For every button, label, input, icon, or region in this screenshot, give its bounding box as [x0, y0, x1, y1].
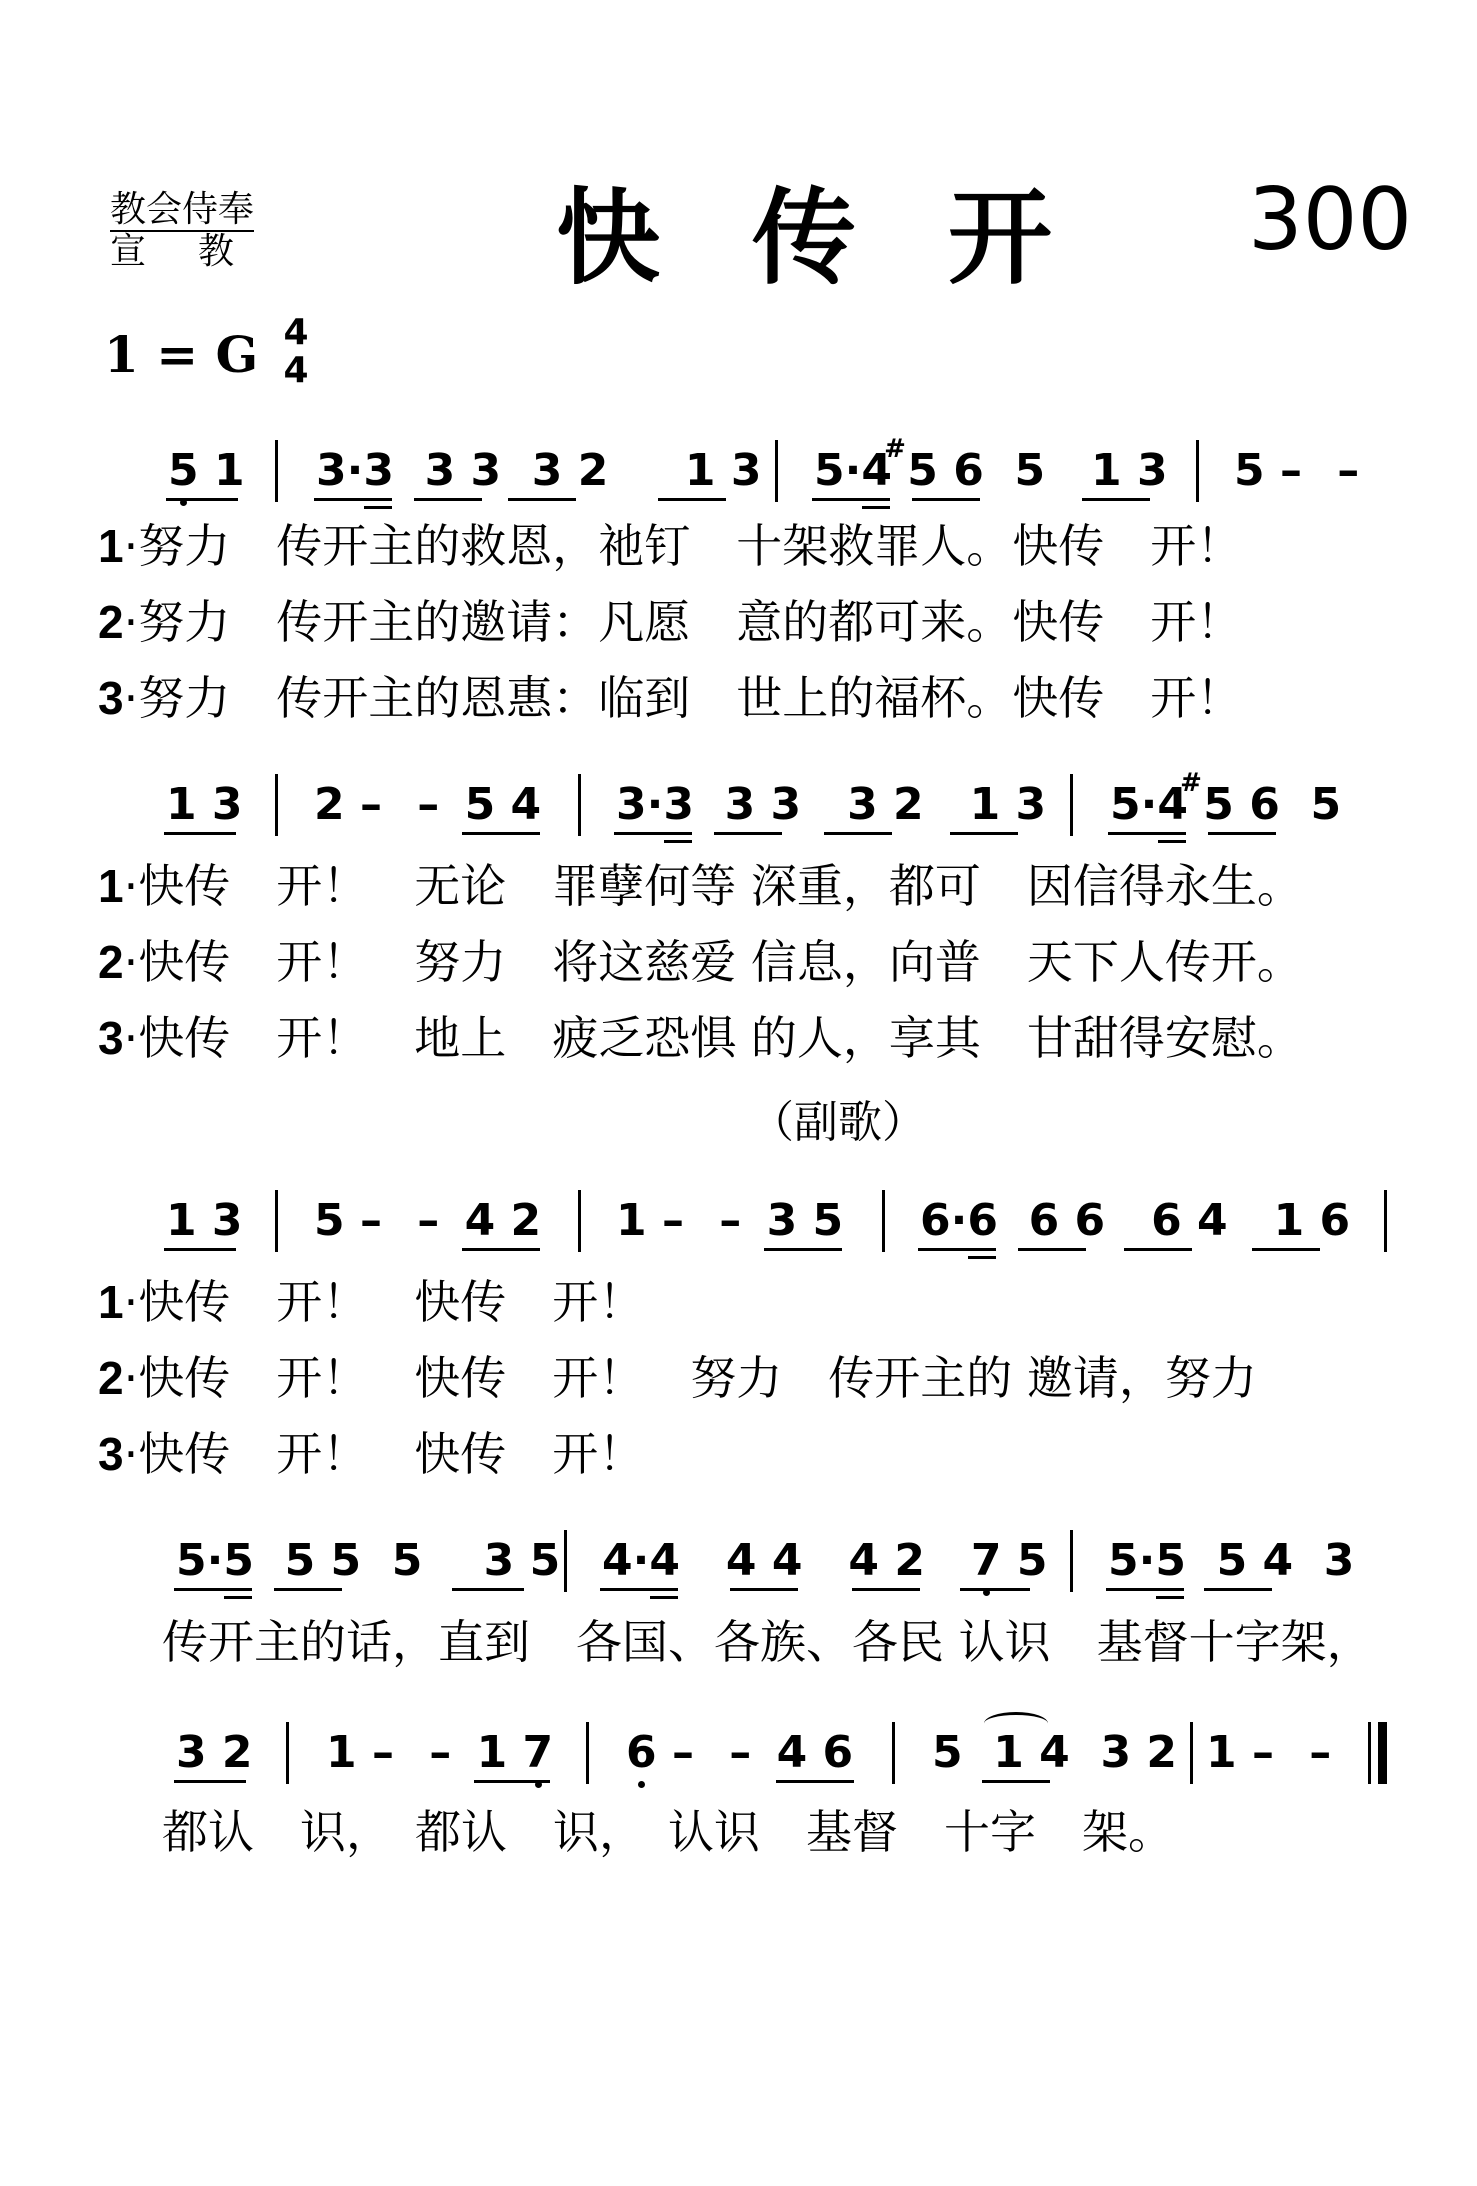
- key-signature: 1 = G: [104, 325, 259, 384]
- notation-line-5: [0, 1720, 1477, 1790]
- measure-3-2: 5 – – 4 2: [314, 1195, 542, 1246]
- measure-1-2: 3·3 3 3 3 2 1 3: [316, 445, 762, 496]
- final-barline-thin: [1368, 1722, 1371, 1784]
- category-line-2: 宣教: [110, 231, 287, 272]
- measure-5-1: 3 2: [176, 1727, 253, 1778]
- measure-4-2: 4·4 4 4 4 2 7 5: [602, 1535, 1048, 1586]
- lyric-v2-s3: 2·快传 开！ 快传 开！ 努力 传开主的 邀请，努力: [98, 1351, 1257, 1405]
- measure-5-3: 6 – – 4 6: [626, 1727, 854, 1778]
- measure-5-2: 1 – – 1 7: [326, 1727, 554, 1778]
- chorus-label: （副歌）: [750, 1097, 926, 1148]
- time-signature: [278, 314, 314, 390]
- notation-line-4: [0, 1528, 1477, 1598]
- category-line-1: 教会侍奉: [110, 189, 255, 230]
- time-sig-top: 4: [283, 312, 309, 353]
- measure-1-1: 5 1: [168, 445, 245, 496]
- measure-4-1: 5·5 5 5 5 3 5: [176, 1535, 561, 1586]
- lyric-s4: 传开主的话，直到 各国、各族、各民 认识 基督十字架，: [162, 1615, 1373, 1669]
- notation-line-2: [0, 772, 1477, 842]
- measure-3-1: 1 3: [166, 1195, 243, 1246]
- lyric-v3-s1: 3·努力 传开主的恩惠：临到 世上的福杯。快传 开！: [98, 671, 1243, 725]
- measure-1-4: 5 – –: [1234, 445, 1370, 496]
- lyric-v1-s1: 1·努力 传开主的救恩，祂钉 十架救罪人。快传 开！: [98, 519, 1243, 573]
- notation-line-3: [0, 1188, 1477, 1258]
- measure-2-2: 2 – – 5 4: [314, 779, 542, 830]
- measure-2-1: 1 3: [166, 779, 243, 830]
- measure-1-3: 5·# 4 5 6 5 1 3: [814, 446, 1168, 496]
- lyric-v3-s2: 3·快传 开！ 地上 疲乏恐惧 的人，享其 甘甜得安慰。: [98, 1011, 1303, 1065]
- measure-3-3: 1 – – 3 5: [616, 1195, 844, 1246]
- lyric-s5: 都认 识， 都认 识， 认识 基督 十字 架。: [162, 1805, 1174, 1859]
- measure-5-4: 5 1 4 3 2: [932, 1727, 1177, 1778]
- lyric-v1-s3: 1·快传 开！ 快传 开！: [98, 1275, 645, 1329]
- time-sig-bottom: 4: [283, 350, 309, 391]
- hymn-title: 快传开: [556, 176, 1145, 299]
- measure-5-5: 1 – –: [1206, 1727, 1342, 1778]
- measure-2-3: 3·3 3 3 3 2 1 3: [616, 779, 1047, 830]
- measure-4-3: 5·5 5 4 3: [1108, 1535, 1355, 1586]
- lyric-v3-s3: 3·快传 开！ 快传 开！: [98, 1427, 645, 1481]
- tie-slur: [984, 1712, 1048, 1735]
- lyric-v1-s2: 1·快传 开！ 无论 罪孽何等 深重，都可 因信得永生。: [98, 859, 1303, 913]
- measure-2-4: 5·# 4 5 6 5: [1110, 780, 1341, 830]
- lyric-v2-s1: 2·努力 传开主的邀请：凡愿 意的都可来。快传 开！: [98, 595, 1243, 649]
- hymn-number: 300: [1248, 170, 1413, 270]
- notation-line-1: [0, 438, 1477, 508]
- final-barline-thick: [1378, 1722, 1387, 1784]
- measure-3-4: 6·6 6 6 6 4 1 6: [920, 1195, 1351, 1246]
- lyric-v2-s2: 2·快传 开！ 努力 将这慈爱 信息，向普 天下人传开。: [98, 935, 1303, 989]
